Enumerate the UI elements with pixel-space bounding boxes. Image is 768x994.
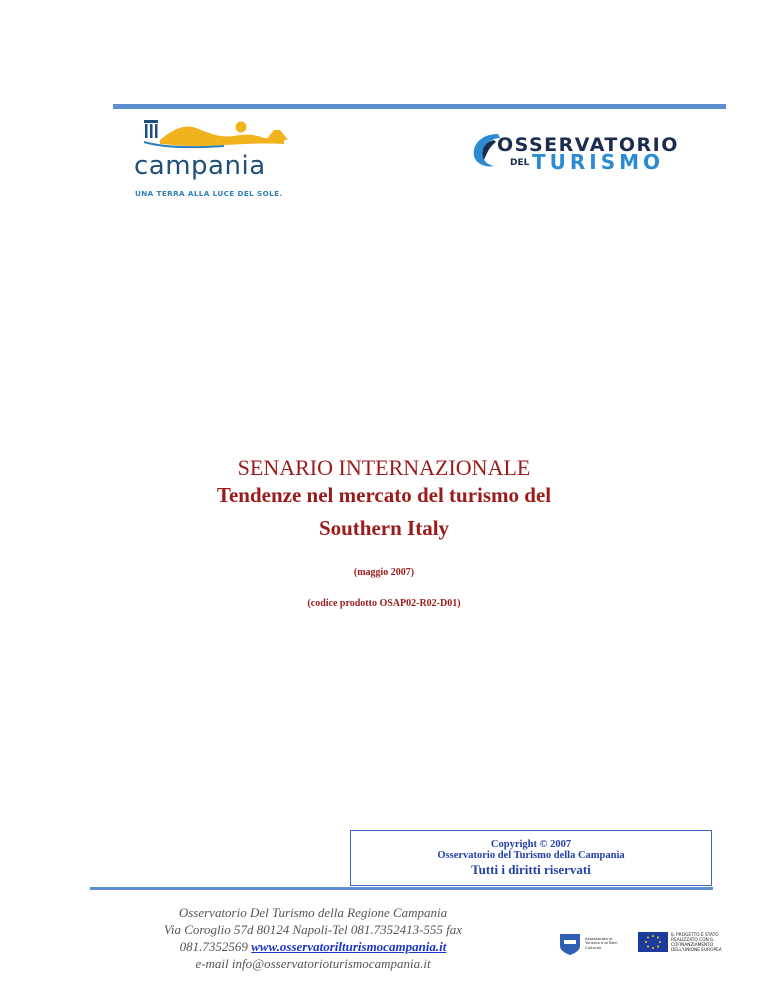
footer-email: e-mail info@osservatorioturismocampania.it <box>195 956 431 971</box>
footer-line2: Via Coroglio 57d 80124 Napoli-Tel 081.7352413-555 fax <box>163 922 463 937</box>
osservatorio-logo-line2: TURISMO <box>532 150 665 174</box>
crest-caption: Assessorato al Turismo e ai Beni Culturali <box>585 936 618 950</box>
copyright-box <box>350 830 712 886</box>
document-title: SENARIO INTERNAZIONALE <box>237 455 531 480</box>
campania-logo-word: campania <box>134 151 266 181</box>
document-subtitle-line1: Tendenze nel mercato del turismo del <box>216 483 552 507</box>
document-date: (maggio 2007) <box>353 567 415 578</box>
campania-logo-tagline: UNA TERRA ALLA LUCE DEL SOLE. <box>135 189 283 198</box>
product-code: (codice prodotto OSAP02-R02-D01) <box>307 598 461 609</box>
website-link[interactable]: www.osservatorilturismocampania.it <box>251 939 447 954</box>
bottom-rule <box>90 887 713 890</box>
footer-line1: Osservatorio Del Turismo della Regione Campania <box>178 905 448 920</box>
eu-caption: IL PROGETTO È STATO REALIZZATO CON IL COFINANZIAMENTO DELL'UNIONE EUROPEA <box>671 933 722 953</box>
osservatorio-logo-line1: OSSERVATORIO <box>497 134 679 156</box>
document-subtitle-line2: Southern Italy <box>318 516 450 540</box>
fax-number: 081.7352569 <box>179 939 248 954</box>
footer-address <box>113 904 513 972</box>
copyright-line: Copyright © 2007 <box>490 839 572 850</box>
footer-line3 <box>113 938 513 955</box>
top-rule <box>113 104 726 109</box>
osservatorio-logo-del: DEL <box>510 158 530 168</box>
copyright-rights: Tutti i diritti riservati <box>471 862 591 877</box>
copyright-owner: Osservatorio del Turismo della Campania <box>437 850 625 861</box>
